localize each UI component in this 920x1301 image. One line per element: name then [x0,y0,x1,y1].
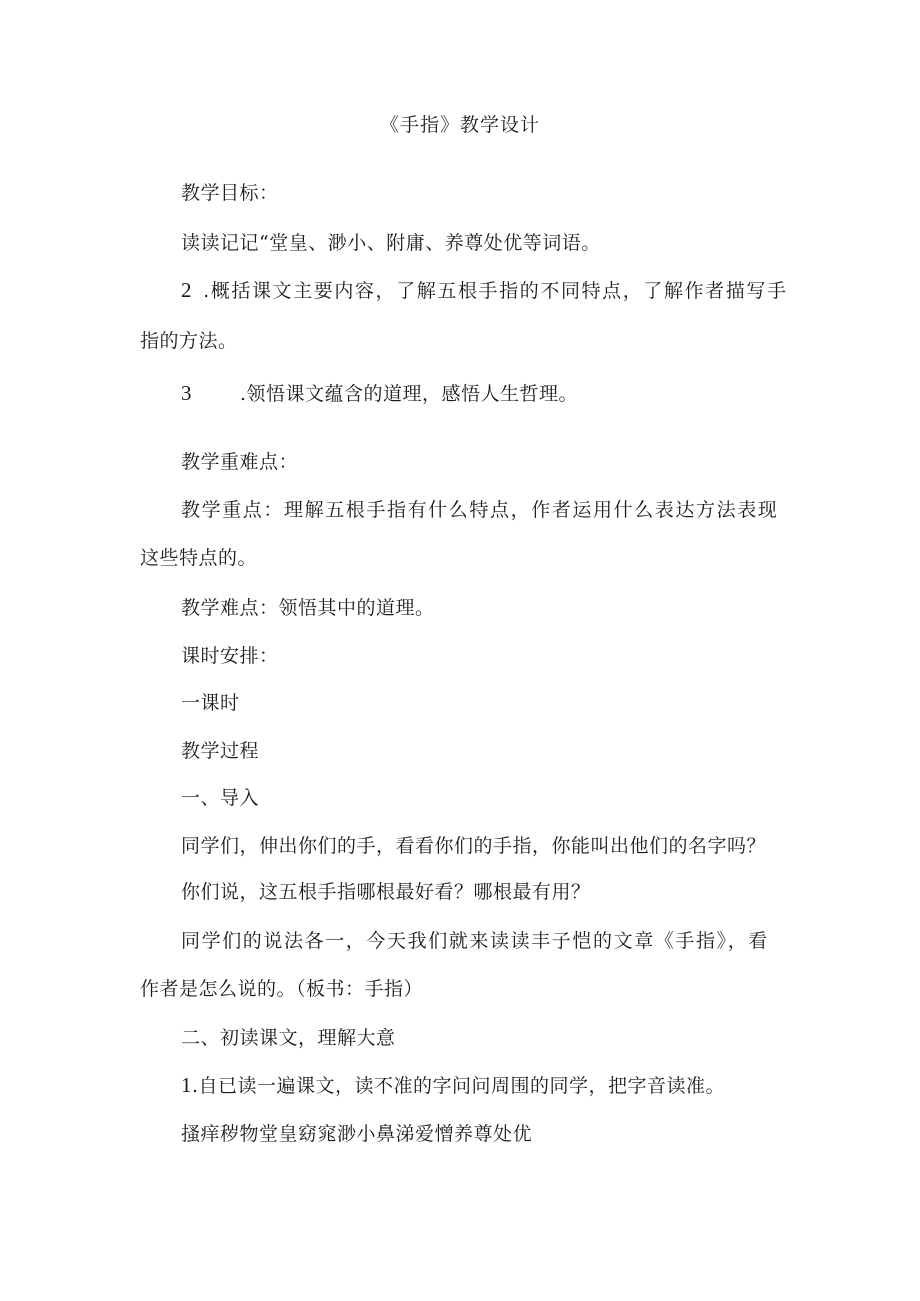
difficult-point: 教学难点：领悟其中的道理。 [181,597,435,619]
document-title: 《手指》教学设计 [379,114,540,136]
objective-2-text: .概括课文主要内容，了解五根手指的不同特点，了解作者描写手 [203,280,788,302]
objective-2-number: 2 [181,278,194,302]
key-point-line-2: 这些特点的。 [140,547,258,569]
key-point-line-1: 教学重点：理解五根手指有什么特点，作者运用什么表达方法表现 [181,499,779,521]
process-heading: 教学过程 [181,740,260,762]
objectives-heading: 教学目标： [181,182,279,204]
part-1-paragraph-2: 你们说，这五根手指哪根最好看？哪根最有用？ [181,881,591,903]
key-heading: 教学重难点： [181,451,299,473]
part-2-item-1 [181,1071,831,1098]
objective-3-number: 3 [181,381,192,405]
part-2-heading: 二、初读课文，理解大意 [181,1027,396,1049]
schedule-value: 一课时 [181,692,240,714]
part-1-paragraph-1: 同学们，伸出你们的手，看看你们的手指，你能叫出他们的名字吗？ [181,835,767,857]
part-1-paragraph-3-line-2: 作者是怎么说的。（板书：手指） [140,978,424,1000]
objective-3-text: .领悟课文蕴含的道理，感悟人生哲理。 [240,383,579,405]
schedule-heading: 课时安排： [181,645,279,667]
objective-2-line-1 [181,276,831,303]
objective-3 [181,379,831,406]
part-1-paragraph-3-line-1: 同学们的说法各一，今天我们就来读读丰子恺的文章《手指》，看 [181,930,769,952]
objective-2-line-2: 指的方法。 [140,330,238,352]
part-2-item-1-text: .自已读一遍课文，读不准的字问问周围的同学，把字音读准。 [192,1075,726,1097]
objective-1: 读读记记“堂皇、渺小、附庸、养尊处优等词语。 [181,232,601,254]
part-2-item-1-number: 1 [181,1073,192,1097]
part-2-word-list: 搔痒秽物堂皇窈窕渺小鼻涕爱憎养尊处优 [181,1123,533,1145]
part-1-heading: 一、导入 [181,787,260,809]
